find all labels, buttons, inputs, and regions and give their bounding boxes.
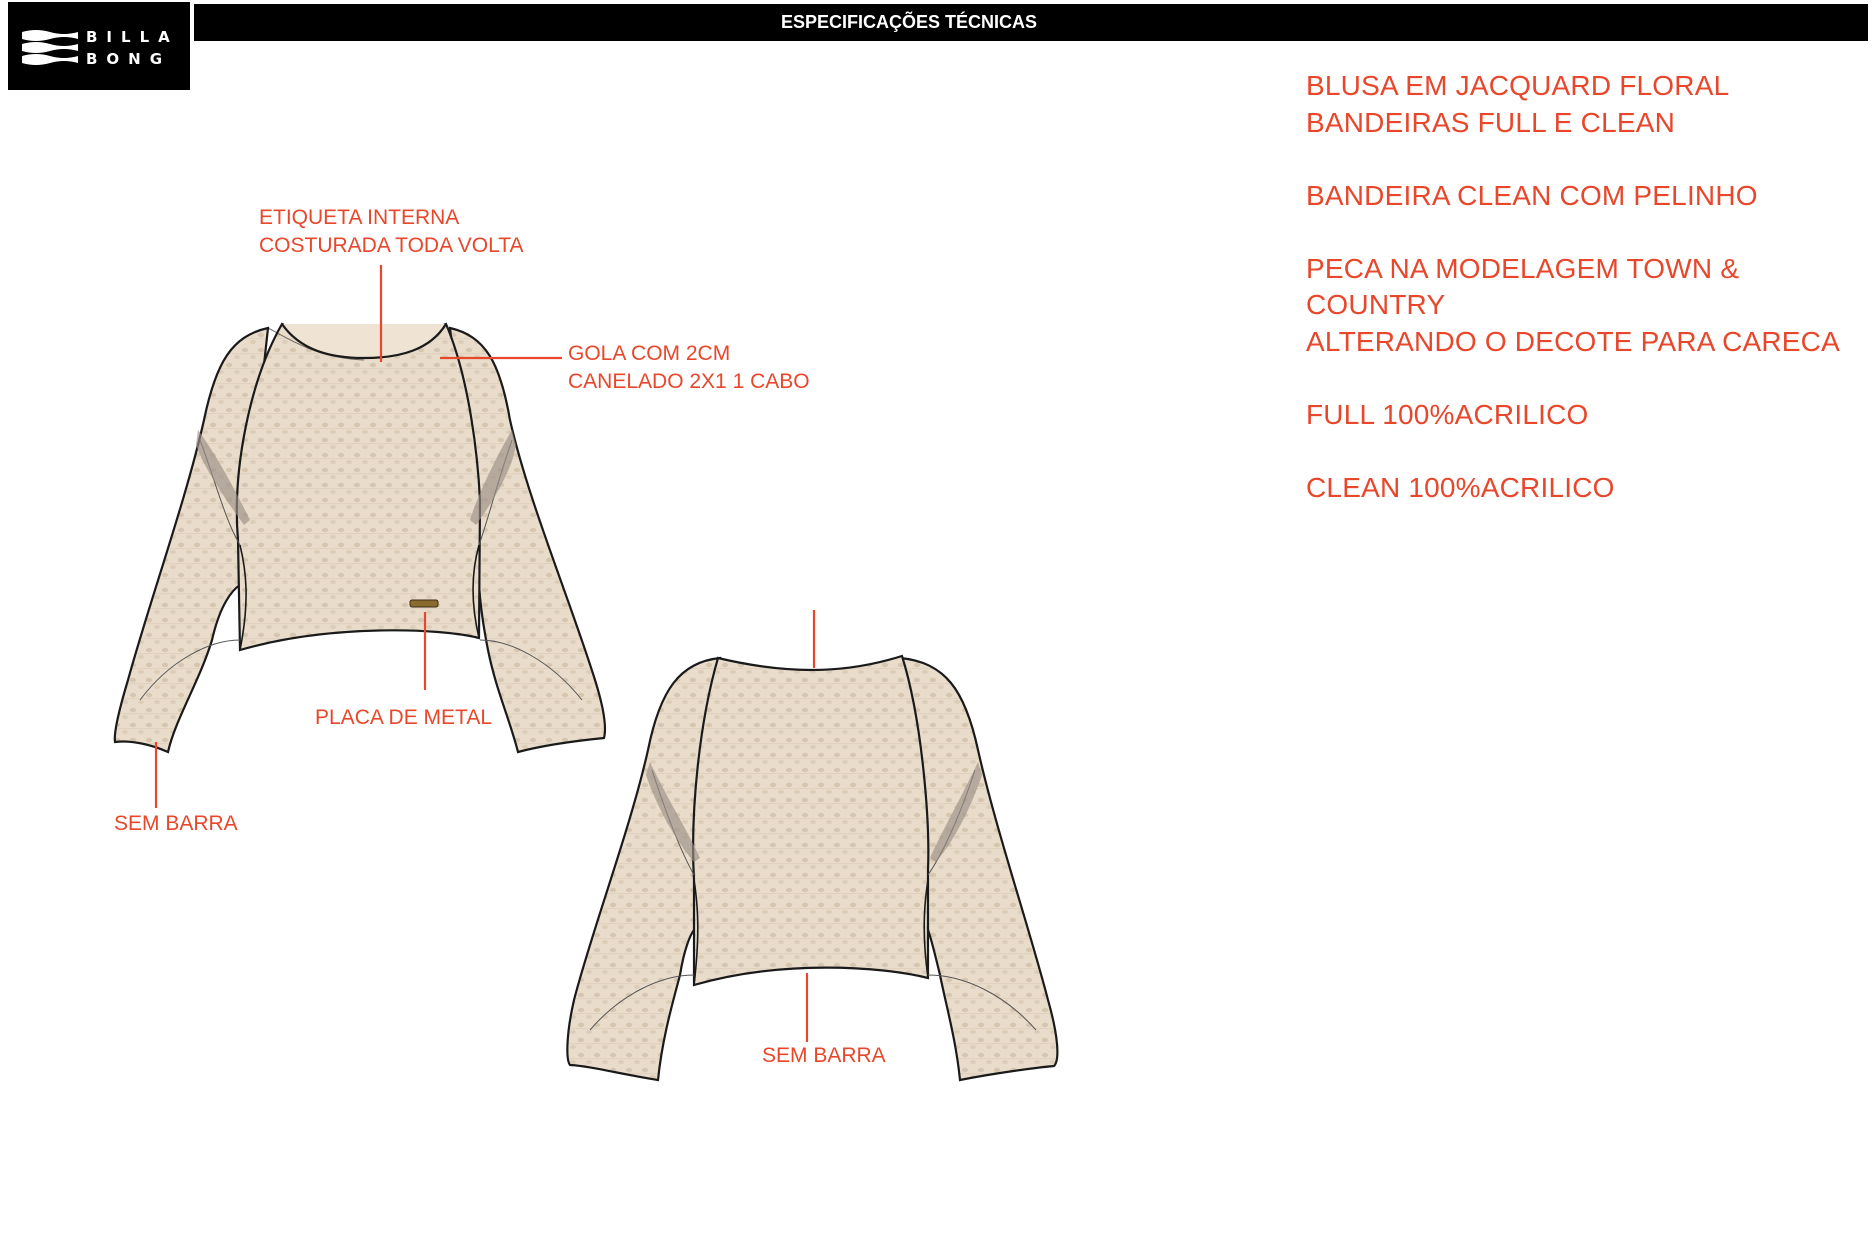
collar-callout (568, 340, 810, 396)
collar-callout-line-2: CANELADO 2X1 1 CABO (568, 370, 810, 393)
collar-callout-line-1: GOLA COM 2CM (568, 342, 731, 365)
spec-line-6: FULL 100%ACRILICO (1306, 398, 1589, 430)
label-callout-line-1: ETIQUETA INTERNA (259, 206, 460, 229)
front-view-sketch (115, 324, 605, 752)
spec-line-2: BANDEIRAS FULL E CLEAN (1306, 106, 1676, 138)
logo-line-2: BONG (86, 50, 172, 68)
label-callout (259, 204, 524, 260)
metal-plate-callout: PLACA DE METAL (315, 706, 493, 729)
page-title: ESPECIFICAÇÕES TÉCNICAS (781, 12, 1038, 32)
metal-plate-icon (410, 600, 438, 607)
back-body (693, 656, 928, 985)
spec-line-4: PECA NA MODELAGEM TOWN & COUNTRY (1306, 252, 1740, 320)
back-hem-callout: SEM BARRA (762, 1044, 886, 1067)
label-callout-line-2: COSTURADA TODA VOLTA (259, 234, 524, 257)
spec-notes (1306, 68, 1875, 506)
spec-line-5: ALTERANDO O DECOTE PARA CARECA (1306, 325, 1840, 357)
back-view-sketch (567, 656, 1057, 1080)
spec-line-7: CLEAN 100%ACRILICO (1306, 471, 1615, 503)
front-hem-callout: SEM BARRA (114, 812, 238, 835)
spec-line-3: BANDEIRA CLEAN COM PELINHO (1306, 179, 1758, 211)
spec-line-1: BLUSA EM JACQUARD FLORAL (1306, 70, 1730, 101)
logo-line-1: BILLA (86, 28, 179, 46)
front-body (237, 324, 480, 650)
